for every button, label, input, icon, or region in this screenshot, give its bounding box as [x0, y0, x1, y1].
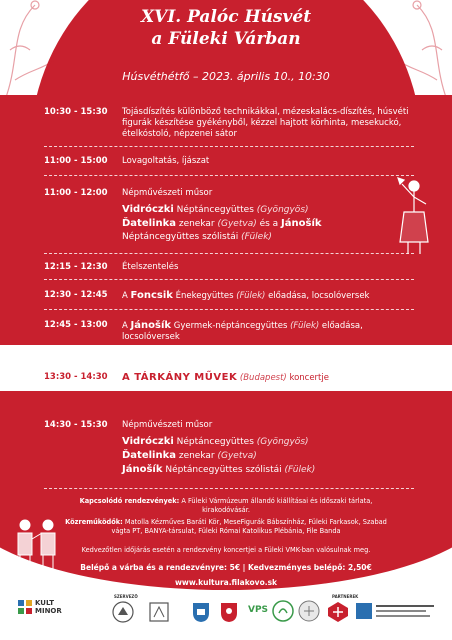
related-label: Kapcsolódó rendezvények:: [79, 497, 180, 505]
kult-minor-icon: [18, 600, 32, 614]
performer-type: Néptáncegyüttes: [173, 437, 257, 447]
fire-brigade-logo-icon: [326, 601, 350, 623]
contributors: [60, 518, 392, 536]
divider: [44, 309, 414, 310]
folk-dancer-illustration-icon: [394, 172, 434, 258]
performer-type: Énekegyüttes: [172, 291, 237, 301]
performer-place: (Gyöngyös): [256, 437, 309, 447]
website-link[interactable]: www.kultura.filakovo.sk: [174, 578, 278, 587]
performer-type: Gyermek-néptáncegyüttes: [171, 321, 291, 331]
program-time: 12:45 - 13:00: [44, 320, 108, 330]
sponsor-logos: [0, 592, 452, 640]
performer-line: [122, 435, 422, 449]
regional-logo-icon: [298, 600, 320, 624]
program-time: 10:30 - 15:30: [44, 107, 108, 117]
weather-note: Kedvezőtlen időjárás esetén a rendezvény koncertjei a Füleki VMK-ban valósulnak meg.: [81, 546, 371, 554]
performer-line: [122, 203, 422, 217]
performer-name: Vidróczki: [122, 436, 174, 447]
title-line-2: a Füleki Várban: [151, 29, 301, 49]
divider: [44, 253, 414, 254]
program-desc: [122, 372, 422, 384]
divider: [44, 279, 414, 280]
program-desc-text: Népművészeti műsor: [122, 188, 213, 198]
performer-type: zenekar: [175, 219, 218, 229]
divider: [44, 488, 414, 489]
program-desc: Tojásdíszítés különböző technikákkal, mézeskalács-díszítés, húsvéti figurák készítése gyékényből, kézzel hajtott körhinta, mesekuckó, ételkóstoló, népzenei sátor: [122, 107, 409, 139]
town-crest-2-icon: [218, 601, 240, 623]
contributors-label: Közreműködők:: [65, 518, 123, 526]
contributors-text: Matolla Kézműves Baráti Kör, MeseFigurák Bábszínház, Füleki Farkasok, Szabad vágta PT, BANYA-társulat, Füleki Római Katolikus Plébánia, File Banda: [111, 518, 387, 535]
desc-post: koncertje: [286, 373, 329, 383]
divider: [44, 146, 414, 147]
performer-place: (Gyetva): [217, 219, 257, 229]
performer-name: Vidróczki: [122, 204, 174, 215]
town-crest-icon: [190, 601, 212, 623]
program-desc: Ételszentelés: [122, 262, 179, 272]
performer-type: Néptáncegyüttes szólistái: [162, 465, 285, 475]
program-desc: [122, 320, 422, 343]
program-desc: [122, 188, 422, 244]
desc-pre: A: [122, 372, 135, 383]
performer-place: (Fülek): [241, 232, 272, 242]
performer-line: [122, 463, 422, 477]
performer-line: [122, 449, 422, 463]
organizer-label: SZERVEZŐ: [114, 594, 138, 599]
organizer-logo-1-icon: [112, 601, 134, 623]
program-desc-text: Népművészeti műsor: [122, 420, 213, 430]
performer-type: Néptáncegyüttes szólistái: [122, 232, 242, 242]
program-desc: [122, 290, 422, 302]
green-logo-icon: [272, 600, 294, 624]
kult-text: KULT: [35, 599, 55, 607]
performer-place: (Gyetva): [217, 451, 257, 461]
desc-pre: A: [122, 291, 131, 301]
ticket-price: Belépő a várba és a rendezvényre: 5€ | Kedvezményes belépő: 2,50€: [80, 563, 372, 572]
performer-name: TÁRKÁNY MŰVEK: [134, 372, 238, 383]
partner-text-logo-icon: [356, 603, 436, 619]
desc-post: előadása, locsolóversek: [122, 321, 363, 342]
performer-type: zenekar: [175, 451, 218, 461]
desc-post: előadása, locsolóversek: [265, 291, 370, 301]
program-time: 11:00 - 12:00: [44, 188, 108, 198]
program-row: [44, 188, 424, 250]
program-time: 12:15 - 12:30: [44, 262, 108, 272]
program-time: 14:30 - 15:30: [44, 420, 108, 430]
white-strip: [0, 345, 452, 391]
performer-name: Jánošík: [130, 320, 172, 331]
program-desc: Lovagoltatás, íjászat: [122, 156, 210, 166]
program-row: [44, 420, 424, 482]
performer-name: Foncsik: [130, 290, 173, 301]
related-events: [60, 497, 392, 515]
organizer-logo-2-icon: [148, 601, 170, 623]
performer-place: (Fülek): [290, 321, 320, 331]
performer-line: [122, 231, 422, 244]
performer-line: [122, 217, 422, 231]
performer-name: Jánošík: [281, 218, 322, 229]
performer-conj: és a: [256, 219, 282, 229]
program-time: 11:00 - 15:00: [44, 156, 108, 166]
performer-name: Ďatelinka: [122, 450, 176, 461]
performer-name: Jánošík: [122, 464, 163, 475]
desc-pre: A: [122, 321, 131, 331]
related-text: A Füleki Vármúzeum állandó kiállításai és időszaki tárlata, kirakodóvásár.: [179, 497, 373, 514]
performer-place: (Fülek): [284, 465, 316, 475]
partners-label: PARTNEREK: [332, 594, 359, 599]
performer-name: Ďatelinka: [122, 218, 176, 229]
divider: [44, 175, 414, 176]
performer-place: (Gyöngyös): [256, 205, 309, 215]
program-time: 12:30 - 12:45: [44, 290, 108, 300]
minor-text: MINOR: [35, 607, 62, 615]
vps-logo: VPS: [248, 605, 269, 615]
event-title: [0, 6, 452, 50]
event-date: Húsvéthétfő – 2023. április 10., 10:30: [122, 70, 330, 83]
performer-place: (Fülek): [236, 291, 266, 301]
performer-type: Néptáncegyüttes: [173, 205, 257, 215]
program-desc: [122, 420, 422, 477]
title-line-1: XVI. Palóc Húsvét: [140, 7, 312, 27]
program-time: 13:30 - 14:30: [44, 372, 108, 382]
performer-place: (Budapest): [239, 373, 287, 383]
